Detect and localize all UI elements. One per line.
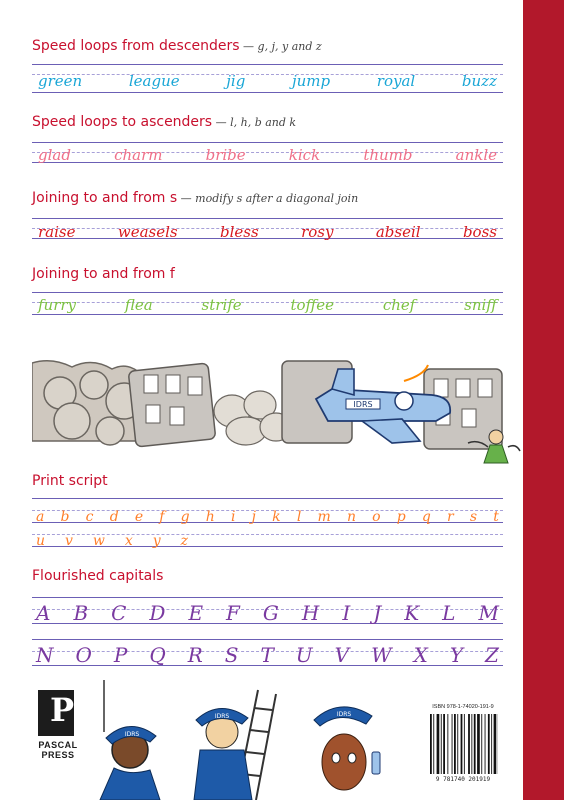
letter: x	[124, 533, 133, 549]
letter: E	[188, 601, 204, 625]
barcode-bar	[468, 714, 470, 774]
letter: B	[73, 601, 89, 625]
letter: a	[36, 509, 45, 525]
practice-word: chef	[382, 296, 416, 314]
letter: l	[296, 509, 302, 525]
letter: z	[180, 533, 188, 549]
practice-word: abseil	[375, 223, 421, 241]
practice-word: weasels	[117, 223, 178, 241]
barcode-bar	[433, 714, 434, 774]
letter: i	[231, 509, 236, 525]
barcode-digits: 9 781740 201919	[435, 776, 491, 783]
barcode-bar	[452, 714, 453, 774]
letter: T	[260, 643, 274, 667]
letter: p	[396, 509, 406, 525]
practice-word: furry	[38, 296, 77, 314]
practice-word: thumb	[363, 146, 413, 164]
practice-row-ascenders	[32, 142, 503, 172]
practice-word: flea	[124, 296, 153, 314]
practice-word: green	[38, 72, 83, 90]
letter: e	[134, 509, 144, 525]
barcode-bar	[430, 714, 432, 774]
heading-title: Speed loops to ascenders	[32, 114, 213, 130]
letter: V	[334, 643, 350, 667]
letter: S	[224, 643, 239, 667]
cover-spine-bar	[523, 0, 564, 800]
heading-title: Flourished capitals	[32, 568, 164, 584]
letter: f	[159, 509, 165, 525]
heading-print-script	[32, 473, 108, 489]
base-rule	[32, 92, 503, 93]
letter: J	[373, 601, 382, 625]
letter: m	[317, 509, 331, 525]
heading-speed-descenders	[32, 38, 322, 54]
barcode-bar	[443, 714, 445, 774]
barcode-bar	[454, 714, 456, 774]
letter: U	[295, 643, 313, 667]
practice-word: bribe	[205, 146, 246, 164]
heading-subtitle: — modify s after a diagonal join	[177, 192, 359, 205]
top-rule	[32, 292, 503, 293]
practice-word: boss	[462, 223, 497, 241]
letter: R	[187, 643, 203, 667]
letter: Y	[449, 643, 464, 667]
practice-word: strife	[201, 296, 242, 314]
word-list	[32, 148, 503, 163]
letter: r	[447, 509, 454, 525]
letter: t	[493, 509, 499, 525]
practice-word: ankle	[455, 146, 497, 164]
letter: G	[262, 601, 279, 625]
barcode-bar	[481, 714, 482, 774]
barcode-bar	[441, 714, 442, 774]
practice-word: jig	[226, 72, 246, 90]
heading-title: Joining to and from f	[32, 266, 175, 282]
heading-joining-f	[32, 266, 175, 282]
letter: d	[109, 509, 119, 525]
heading-title: Joining to and from s	[32, 190, 178, 206]
letter: v	[65, 533, 73, 549]
letter: Q	[149, 643, 166, 667]
publisher-name-line1: PASCAL	[38, 740, 78, 750]
barcode-bar	[491, 714, 492, 774]
letter: u	[36, 533, 46, 549]
character-middle	[194, 690, 276, 800]
top-rule	[32, 218, 503, 219]
practice-word: toffee	[290, 296, 334, 314]
practice-word: jump	[291, 72, 331, 90]
letter: A	[36, 601, 51, 625]
practice-word: league	[128, 72, 180, 90]
barcode-bar	[488, 714, 490, 774]
letter: C	[111, 601, 127, 625]
letter: I	[342, 601, 351, 625]
letter: g	[180, 509, 190, 525]
rule	[32, 639, 503, 640]
cloud-shapes	[32, 361, 142, 445]
barcode-bar	[464, 714, 465, 774]
barcode-bar	[457, 714, 458, 774]
hat-label: IDRS	[336, 711, 352, 718]
letter: H	[301, 601, 320, 625]
practice-word: raise	[38, 223, 76, 241]
capital-letters-row1	[32, 603, 503, 623]
barcode-bar	[485, 714, 486, 774]
capital-letters-row2	[32, 645, 503, 665]
practice-word: bless	[220, 223, 259, 241]
letter: M	[478, 601, 499, 625]
word-list	[32, 74, 503, 89]
letter: k	[272, 509, 281, 525]
publisher-name	[32, 740, 84, 761]
letter: w	[92, 533, 105, 549]
character-dog	[314, 707, 380, 790]
practice-word: buzz	[461, 72, 497, 90]
barcode-bar	[471, 714, 472, 774]
letter: c	[85, 509, 94, 525]
publisher-name-line2: PRESS	[41, 750, 75, 761]
building-left	[128, 363, 216, 447]
letter: h	[205, 509, 215, 525]
practice-row-joining-s	[32, 218, 503, 248]
practice-row-descenders	[32, 64, 503, 94]
heading-speed-ascenders	[32, 114, 296, 130]
letter: P	[113, 643, 128, 667]
plane-label: IDRS	[353, 400, 373, 409]
isbn-text: ISBN 978-1-74020-191-9	[432, 704, 494, 710]
letter: D	[149, 601, 166, 625]
barcode-bar	[477, 714, 480, 774]
practice-word: kick	[288, 146, 321, 164]
barcode	[428, 714, 498, 776]
barcode-bar	[437, 714, 440, 774]
letter: W	[371, 643, 392, 667]
practice-word: charm	[114, 146, 163, 164]
top-rule	[32, 64, 503, 65]
hat-label: IDRS	[124, 731, 140, 738]
base-rule	[32, 314, 503, 315]
heading-title: Print script	[32, 473, 108, 489]
heading-subtitle: — l, h, b and k	[212, 116, 297, 129]
practice-word: glad	[38, 146, 71, 164]
barcode-bar	[474, 714, 476, 774]
rule	[32, 597, 503, 598]
heading-subtitle: — g, j, y and z	[239, 40, 322, 53]
cartoon-illustration	[32, 355, 523, 465]
letter: K	[404, 601, 420, 625]
practice-word: sniff	[464, 296, 497, 314]
barcode-bar	[461, 714, 463, 774]
publisher-logo	[32, 690, 84, 770]
logo-letter: P	[50, 691, 75, 729]
practice-row-joining-f	[32, 292, 503, 322]
heading-joining-s	[32, 190, 358, 206]
isbn-barcode-block	[424, 704, 502, 788]
letter: j	[251, 509, 256, 525]
barcode-bar	[447, 714, 448, 774]
practice-word: royal	[376, 72, 416, 90]
word-list	[32, 298, 503, 313]
letter: X	[413, 643, 428, 667]
print-letters-row2	[32, 534, 192, 548]
heading-title: Speed loops from descenders	[32, 38, 240, 54]
character-left	[100, 680, 160, 800]
print-letters-row1	[32, 510, 503, 524]
word-list	[32, 225, 503, 240]
letter: o	[372, 509, 381, 525]
letter: N	[36, 643, 54, 667]
letter: F	[226, 601, 240, 625]
letter: q	[421, 509, 431, 525]
letter: n	[346, 509, 356, 525]
practice-word: rosy	[301, 223, 334, 241]
barcode-bar	[494, 714, 497, 774]
logo-mark	[38, 690, 74, 736]
hat-label: IDRS	[214, 713, 230, 720]
letter: Z	[485, 643, 499, 667]
letter: L	[442, 601, 456, 625]
letter: s	[469, 509, 478, 525]
rule	[32, 498, 503, 499]
heading-flourished-capitals	[32, 568, 163, 584]
letter: y	[152, 533, 161, 549]
letter: b	[60, 509, 70, 525]
top-rule	[32, 142, 503, 143]
letter: O	[75, 643, 92, 667]
